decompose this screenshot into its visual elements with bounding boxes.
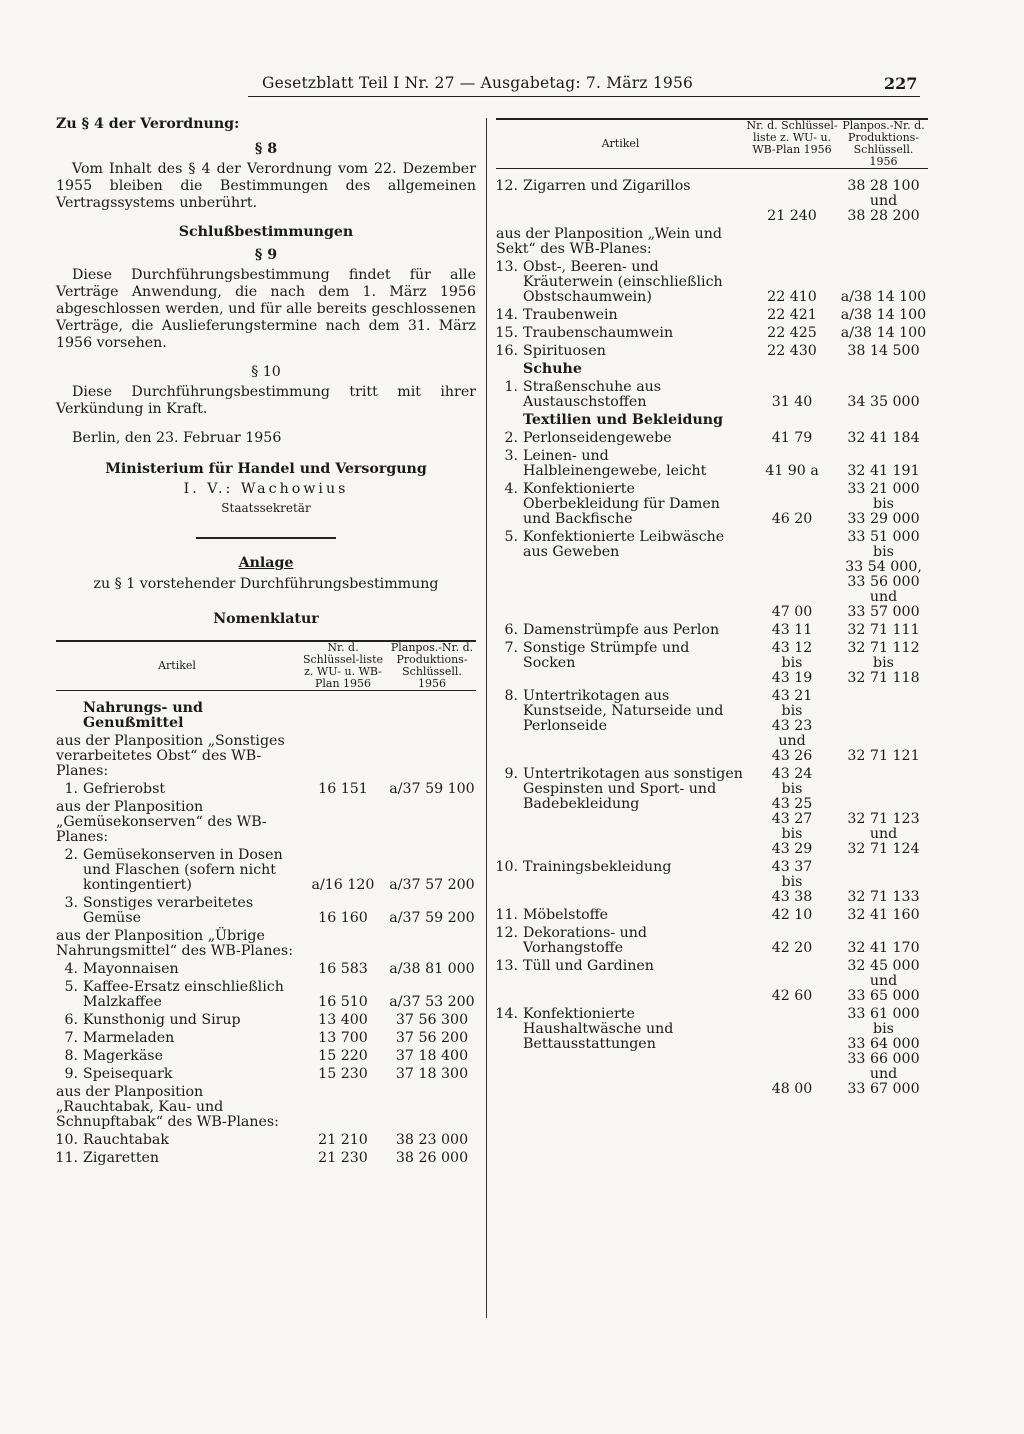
article-name: Gemüsekonserven in Dosen und Flaschen (sofern nicht kontingentiert) [83,847,283,893]
planpos-number: 32 71 112 bis 32 71 118 [847,640,920,686]
article-name: Untertrikotagen aus Kunstseide, Naturseide und Perlonseide [523,688,724,734]
right-table [496,118,928,1100]
key-number: 43 11 [771,622,813,638]
article-name: Mayonnaisen [83,961,179,977]
planpos-number: 32 71 123 und 32 71 124 [847,811,920,857]
article-cell [496,431,745,446]
key-number: 43 37 bis 43 38 [771,859,813,905]
planpos-number [839,413,928,428]
table-row [496,431,928,446]
planpos-number [839,227,928,257]
article-cell [56,980,298,1010]
planpos-number: 32 41 191 [847,463,920,479]
place-date: Berlin, den 23. Februar 1956 [72,430,282,446]
article-name: Traubenwein [523,307,618,323]
item-number: 10. [495,859,518,875]
item-number: 10. [55,1132,78,1148]
article-name: Konfektionierte Haushaltwäsche und Bettausstattungen [523,1006,674,1052]
item-number: 11. [55,1150,78,1166]
article-name: Straßenschuhe aus Austauschstoffen [523,379,662,410]
column-divider [486,118,487,1318]
key-number: 22 410 [767,289,817,305]
item-number: 16. [495,343,518,359]
article-cell [56,1013,298,1028]
table-row [56,1067,476,1082]
planpos-number: a/38 81 000 [389,961,475,977]
article-name: Spirituosen [523,343,606,359]
paragraph-10-heading: § 10 [251,364,281,380]
key-number: 15 220 [318,1048,368,1064]
nomenclature-heading: Nomenklatur [213,611,319,627]
table-row [496,308,928,323]
table-row [496,482,928,527]
table-row [56,1151,476,1166]
planpos-number: 37 56 200 [395,1030,469,1046]
key-number: 21 240 [767,208,817,224]
table-header [56,641,476,691]
key-number: a/16 120 [311,877,375,893]
article-name: Rauchtabak [83,1132,169,1148]
left-table [56,640,476,1169]
item-number: 15. [495,325,518,341]
right-column [496,118,928,1100]
item-number: 4. [504,481,518,497]
table-header [496,119,928,169]
planpos-number: 33 51 000 bis 33 54 000, 33 56 000 und 33 57 000 [845,529,922,620]
article-name: Leinen- und Halbleinengewebe, leicht [523,448,707,479]
table-row [496,860,928,905]
article-cell [496,530,745,620]
article-cell [496,959,745,1004]
key-number: 16 151 [318,781,368,797]
article-name: Zigaretten [83,1150,160,1166]
article-cell [56,896,298,926]
item-number: 5. [504,529,518,545]
paragraph-10-text: Diese Durchführungsbestimmung tritt mit ihrer Verkündung in Kraft. [56,384,476,417]
article-cell [496,179,745,224]
plan-position-note: aus der Planposition „Gemüsekonserven“ des WB-Planes: [56,799,267,845]
table-row [496,344,928,359]
item-number: 9. [504,766,518,782]
planpos-number: 38 23 000 [395,1132,469,1148]
item-number: 8. [64,1048,78,1064]
item-number: 3. [504,448,518,464]
item-number: 2. [504,430,518,446]
paragraph-8-text: Vom Inhalt des § 4 der Verordnung vom 22. Dezember 1955 bleiben die Bestimmungen des allgemeinen Vertragssystems unberührt. [56,161,476,211]
planpos-number: a/38 14 100 [840,325,927,341]
article-cell [56,1067,298,1082]
article-name: Kaffee-Ersatz einschließlich Malzkaffee [83,979,284,1010]
table-row [56,734,476,779]
planpos-number [388,800,476,845]
planpos-number: 33 21 000 bis 33 29 000 [847,481,920,527]
key-number [745,362,839,377]
category-label: Nahrungs- und Genußmittel [83,700,203,731]
key-number: 21 210 [318,1132,368,1148]
key-number: 31 40 [771,394,813,410]
table-row [496,689,928,764]
key-number: 16 510 [318,994,368,1010]
item-number: 12. [495,178,518,194]
article-name: Zigarren und Zigarillos [523,178,691,194]
key-number [298,929,388,959]
paragraph-9-text: Diese Durchführungsbestimmung findet für alle Verträge Anwendung, die nach dem 1. März 1956 abgeschlossen werden, und für alle bereits geschlossenen Verträge, die Auslieferungstermine nach dem 31. März 1956 vorsehen. [56,267,476,351]
item-number: 1. [64,781,78,797]
planpos-number: a/37 53 200 [389,994,475,1010]
article-name: Trainingsbekleidung [523,859,672,875]
header-key-no: Nr. d. Schlüssel-liste z. WU- u. WB-Plan 1956 [745,119,839,169]
key-number: 22 430 [767,343,817,359]
header-planpos: Planpos.-Nr. d. Produktions-Schlüssell. 1956 [839,119,928,169]
item-number: 12. [495,925,518,941]
section-heading: Zu § 4 der Verordnung: [56,116,240,132]
key-number: 47 00 [771,604,813,620]
key-number [745,227,839,257]
paragraph-8-heading: § 8 [254,141,278,157]
table-row [56,1049,476,1064]
table-row [496,362,928,377]
article-name: Speisequark [83,1066,173,1082]
left-column [56,116,476,1169]
article-name: Untertrikotagen aus sonstigen Gespinsten und Sport- und Badebekleidung [523,766,743,812]
table-row [56,848,476,893]
item-number: 2. [64,847,78,863]
article-cell [56,848,298,893]
table-row [56,701,476,731]
table-row [496,413,928,428]
item-number: 13. [495,259,518,275]
final-provisions-heading: Schlußbestimmungen [178,224,354,240]
key-number [745,413,839,428]
header-planpos: Planpos.-Nr. d. Produktions-Schlüssell. 1956 [388,641,476,691]
table-row [56,800,476,845]
category-label: Textilien und Bekleidung [523,412,724,428]
key-number: 43 21 bis 43 23 und 43 26 [771,688,813,764]
planpos-number: 38 14 500 [847,343,920,359]
table-row [56,929,476,959]
planpos-number [388,1085,476,1130]
article-name: Perlonseidengewebe [523,430,672,446]
article-cell [496,308,745,323]
table-row [496,530,928,620]
table-row [496,449,928,479]
article-name: Konfektionierte Leibwäsche aus Geweben [523,529,725,560]
table-row [56,1133,476,1148]
key-number: 13 400 [318,1012,368,1028]
article-name: Gefrierobst [83,781,166,797]
table-row [496,767,928,857]
key-number: 22 425 [767,325,817,341]
table-row [496,260,928,305]
planpos-number: 34 35 000 [847,394,920,410]
plan-position-note: aus der Planposition „Wein und Sekt“ des WB-Planes: [496,226,722,257]
item-number: 14. [495,307,518,323]
table-row [56,1013,476,1028]
key-number: 48 00 [771,1081,813,1097]
key-number: 21 230 [318,1150,368,1166]
planpos-number: 32 71 111 [847,622,920,638]
article-cell [56,962,298,977]
item-number: 6. [64,1012,78,1028]
planpos-number: 37 18 300 [395,1066,469,1082]
key-number: 43 24 bis 43 25 43 27 bis 43 29 [771,766,813,857]
item-number: 1. [504,379,518,395]
header-key-no: Nr. d. Schlüssel-liste z. WU- u. WB-Plan 1956 [298,641,388,691]
paragraph-9-heading: § 9 [254,247,278,263]
article-name: Tüll und Gardinen [523,958,654,974]
planpos-number: 32 71 121 [847,748,920,764]
planpos-number: a/37 59 200 [389,910,475,926]
table-row [496,326,928,341]
category-label: Schuhe [523,361,582,377]
key-number: 13 700 [318,1030,368,1046]
table-row [56,896,476,926]
key-number [298,1085,388,1130]
key-number [298,701,388,731]
page-number: 227 [884,74,918,93]
planpos-number [388,701,476,731]
article-name: Sonstiges verarbeitetes Gemüse [83,895,254,926]
article-cell [496,623,745,638]
table-row [496,641,928,686]
key-number: 42 20 [771,940,813,956]
article-cell [496,260,745,305]
plan-position-note: aus der Planposition „Rauchtabak, Kau- und Schnupftabak“ des WB-Planes: [56,1084,279,1130]
planpos-number: a/37 59 100 [389,781,475,797]
item-number: 8. [504,688,518,704]
key-number [298,734,388,779]
item-number: 6. [504,622,518,638]
article-cell [496,344,745,359]
article-name: Traubenschaumwein [523,325,674,341]
article-cell [56,1151,298,1166]
table-row [56,962,476,977]
header-rule [248,96,920,97]
signature: I. V.: Wachowius [183,481,349,497]
key-number: 16 160 [318,910,368,926]
table-row [496,908,928,923]
annex-heading: Anlage [238,555,294,571]
key-number: 22 421 [767,307,817,323]
article-cell [496,767,745,857]
item-number: 9. [64,1066,78,1082]
table-row [496,959,928,1004]
table-row [56,1031,476,1046]
item-number: 3. [64,895,78,911]
item-number: 7. [504,640,518,656]
plan-position-note: aus der Planposition „Übrige Nahrungsmittel“ des WB-Planes: [56,928,293,959]
article-name: Damenstrümpfe aus Perlon [523,622,720,638]
key-number: 42 10 [771,907,813,923]
planpos-number [388,734,476,779]
article-cell [496,482,745,527]
article-cell [496,926,745,956]
key-number: 15 230 [318,1066,368,1082]
table-row [496,227,928,257]
article-name: Obst-, Beeren- und Kräuterwein (einschließlich Obstschaumwein) [523,259,723,305]
table-row [496,179,928,224]
article-cell [496,449,745,479]
article-cell [56,1133,298,1148]
table-row [56,1085,476,1130]
article-name: Sonstige Strümpfe und Socken [523,640,690,671]
planpos-number: 32 41 170 [847,940,920,956]
planpos-number: 37 56 300 [395,1012,469,1028]
planpos-number: a/37 57 200 [389,877,475,893]
table-row [56,980,476,1010]
planpos-number [388,929,476,959]
article-cell [496,860,745,905]
table-row [56,782,476,797]
article-cell [496,326,745,341]
article-cell [496,641,745,686]
planpos-number [839,362,928,377]
table-row [496,623,928,638]
key-number: 41 79 [771,430,813,446]
planpos-number: a/38 14 100 [840,289,927,305]
article-cell [56,1031,298,1046]
key-number: 43 12 bis 43 19 [771,640,813,686]
key-number: 41 90 a [765,463,819,479]
planpos-number: 33 61 000 bis 33 64 000 33 66 000 und 33 67 000 [847,1006,920,1097]
article-name: Möbelstoffe [523,907,609,923]
item-number: 14. [495,1006,518,1022]
signer-title: Staatssekretär [221,501,311,515]
article-cell [56,1049,298,1064]
article-name: Marmeladen [83,1030,175,1046]
article-name: Magerkäse [83,1048,163,1064]
planpos-number: 38 26 000 [395,1150,469,1166]
item-number: 4. [64,961,78,977]
table-row [496,380,928,410]
separator-rule [196,537,336,539]
article-name: Kunsthonig und Sirup [83,1012,241,1028]
planpos-number: 37 18 400 [395,1048,469,1064]
article-cell [496,908,745,923]
annex-subtitle: zu § 1 vorstehender Durchführungsbestimmung [93,576,439,592]
key-number: 16 583 [318,961,368,977]
planpos-number: 32 45 000 und 33 65 000 [847,958,920,1004]
plan-position-note: aus der Planposition „Sonstiges verarbeitetes Obst“ des WB-Planes: [56,733,285,779]
article-cell [56,782,298,797]
article-name: Konfektionierte Oberbekleidung für Damen und Backfische [523,481,720,527]
article-cell [496,1007,745,1097]
ministry-name: Ministerium für Handel und Versorgung [105,461,427,477]
key-number: 42 60 [771,988,813,1004]
item-number: 7. [64,1030,78,1046]
item-number: 11. [495,907,518,923]
planpos-number: 32 41 160 [847,907,920,923]
item-number: 13. [495,958,518,974]
article-name: Dekorations- und Vorhangstoffe [523,925,648,956]
table-row [496,926,928,956]
item-number: 5. [64,979,78,995]
planpos-number: 32 41 184 [847,430,920,446]
planpos-number: 32 71 133 [847,889,920,905]
header-artikel: Artikel [496,119,745,169]
planpos-number: a/38 14 100 [840,307,927,323]
key-number [298,800,388,845]
table-row [496,1007,928,1097]
article-cell [496,689,745,764]
running-header: Gesetzblatt Teil I Nr. 27 — Ausgabetag: 7. März 1956 [262,74,694,92]
planpos-number: 38 28 100 und 38 28 200 [847,178,920,224]
header-artikel: Artikel [56,641,298,691]
article-cell [496,380,745,410]
key-number: 46 20 [771,511,813,527]
